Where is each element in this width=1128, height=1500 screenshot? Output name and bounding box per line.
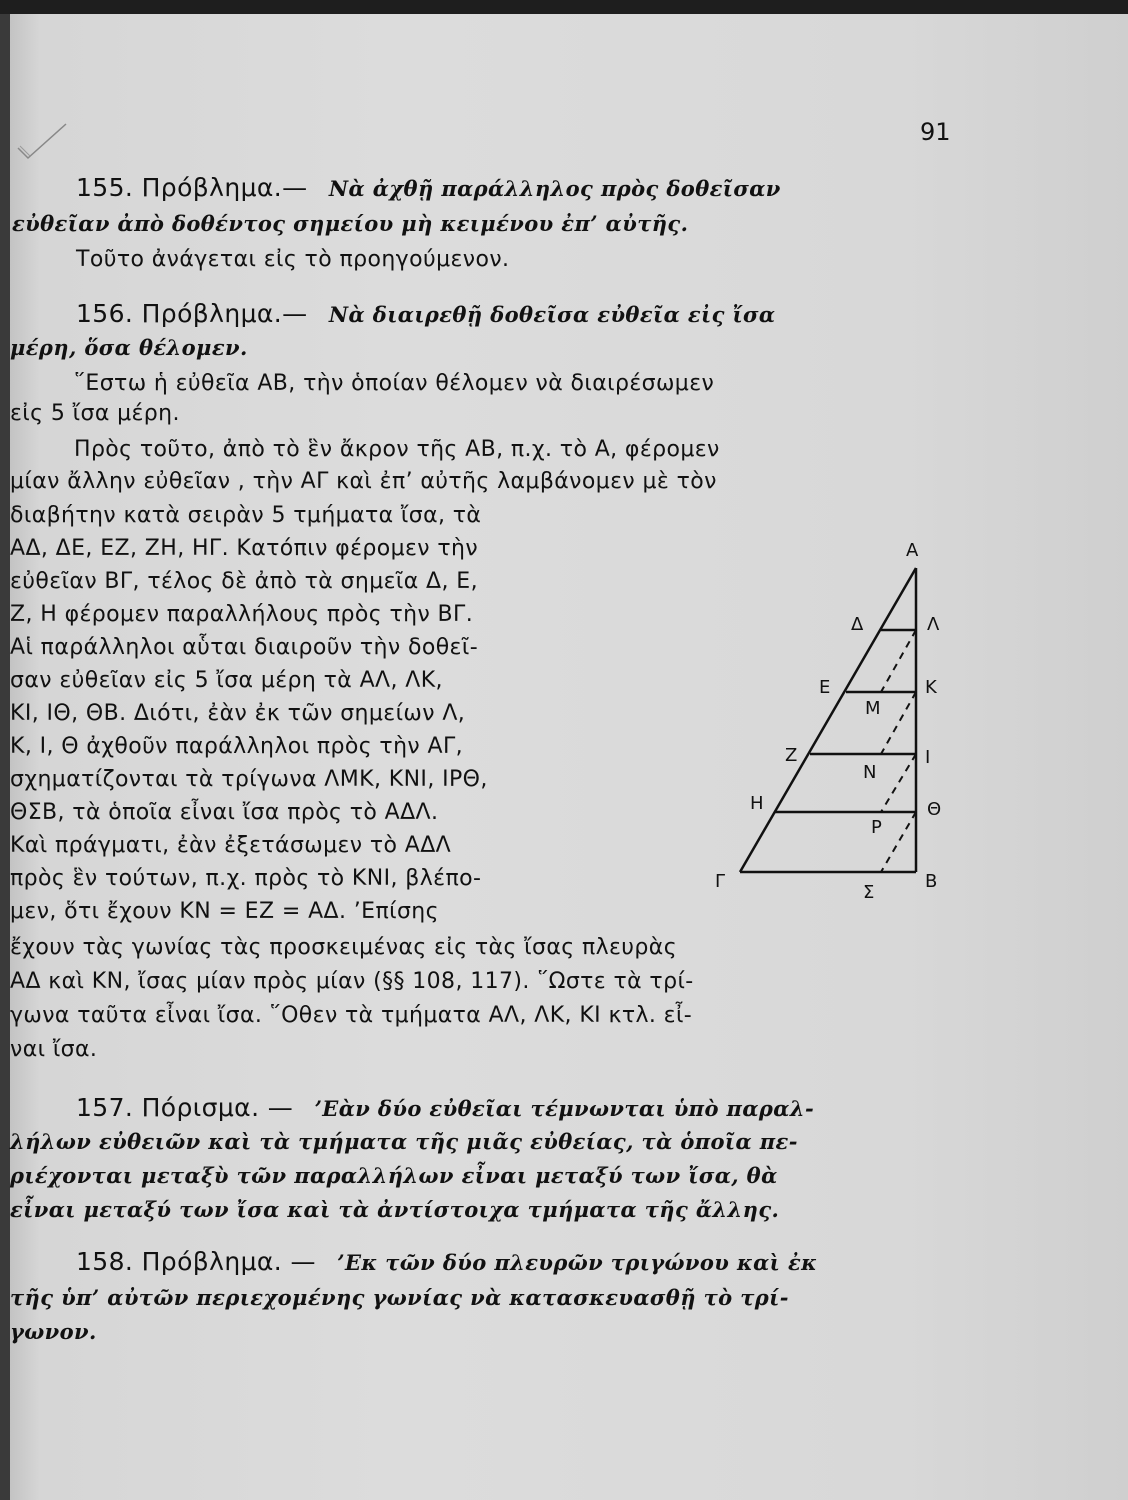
label-I: Ι: [925, 747, 931, 768]
dashed-IP: [881, 754, 916, 812]
dashed-LM: [881, 630, 916, 692]
problem-156-body-line: ῞Εστω ἡ εὐθεῖα ΑΒ, τὴν ὁποίαν θέλομεν νὰ διαιρέσωμεν: [74, 371, 715, 396]
problem-158-heading: 158. Πρόβλημα. —: [76, 1247, 316, 1276]
problem-156-title: [76, 298, 952, 330]
problem-158-statement-line1: ’Εκ τῶν δύο πλευρῶν τριγώνου καὶ ἐκ: [337, 1250, 818, 1275]
problem-156-body-line: Πρὸς τοῦτο, ἀπὸ τὸ ἓν ἄκρον τῆς ΑΒ, π.χ. τὸ Α, φέρομεν: [74, 437, 720, 462]
problem-156-statement-line2: μέρη, ὅσα θέλομεν.: [10, 335, 248, 360]
line-AG: [740, 568, 916, 872]
problem-156-body-line: σαν εὐθεῖαν εἰς 5 ἴσα μέρη τὰ ΑΛ, ΛΚ,: [10, 668, 443, 693]
label-N: Ν: [863, 762, 877, 783]
problem-156-body-line: Καὶ πράγματι, ἐὰν ἐξετάσωμεν τὸ ΑΔΛ: [10, 833, 452, 858]
problem-156-body-line: Αἱ παράλληλοι αὗται διαιροῦν τὴν δοθεῖ-: [10, 635, 479, 660]
problem-156-body-line: ΑΔ καὶ ΚΝ, ἴσας μίαν πρὸς μίαν (§§ 108, 117). ῞Ωστε τὰ τρί-: [10, 969, 694, 994]
corollary-157-heading: 157. Πόρισμα. —: [76, 1093, 294, 1122]
problem-156-body-line: εἰς 5 ἴσα μέρη.: [10, 401, 180, 426]
problem-156-heading: 156. Πρόβλημα.—: [76, 299, 308, 328]
problem-155-text: Τοῦτο ἀνάγεται εἰς τὸ προηγούμενον.: [76, 247, 510, 272]
problem-155-heading: 155. Πρόβλημα.—: [76, 173, 308, 202]
corollary-157-statement-line: λήλων εὐθειῶν καὶ τὰ τμήματα τῆς μιᾶς εὐθείας, τὰ ὁποῖα πε-: [10, 1129, 798, 1154]
problem-155-statement-line1: Νὰ ἀχθῇ παράλληλος πρὸς δοθεῖσαν: [328, 176, 781, 201]
dashed-KN: [881, 692, 916, 754]
corollary-157-statement-line: ριέχονται μεταξὺ τῶν παραλλήλων εἶναι μεταξύ των ἴσα, θὰ: [10, 1163, 778, 1188]
problem-158-statement-line: τῆς ὑπ’ αὐτῶν περιεχομένης γωνίας νὰ κατασκευασθῇ τὸ τρί-: [10, 1285, 789, 1310]
problem-156-body-line: Ζ, Η φέρομεν παραλλήλους πρὸς τὴν ΒΓ.: [10, 602, 474, 627]
scan-top-edge: [0, 0, 1128, 14]
label-Z: Ζ: [785, 745, 798, 766]
problem-156-body-line: Κ, Ι, Θ ἀχθοῦν παράλληλοι πρὸς τὴν ΑΓ,: [10, 734, 463, 759]
label-E: Ε: [819, 677, 831, 698]
corollary-157-statement-line1: ’Εὰν δύο εὐθεῖαι τέμνωνται ὑπὸ παραλ-: [314, 1096, 815, 1121]
problem-156-body-line: ΚΙ, ΙΘ, ΘΒ. Διότι, ἐὰν ἐκ τῶν σημείων Λ,: [10, 701, 466, 726]
problem-156-body-line: πρὸς ἓν τούτων, π.χ. πρὸς τὸ ΚΝΙ, βλέπο-: [10, 866, 482, 891]
label-Gamma: Γ: [715, 871, 726, 892]
label-Lambda: Λ: [927, 614, 940, 635]
label-Delta: Δ: [851, 614, 864, 635]
scan-left-edge: [0, 14, 10, 1500]
label-H: Η: [750, 793, 764, 814]
problem-155-statement-line2: εὐθεῖαν ἀπὸ δοθέντος σημείου μὴ κειμένου ἐπ’ αὐτῆς.: [12, 211, 689, 236]
problem-156-body-line: ἔχουν τὰς γωνίας τὰς προσκειμένας εἰς τὰς ἴσας πλευρὰς: [10, 935, 678, 960]
pencil-checkmark-icon: [14, 120, 74, 180]
label-P: Ρ: [871, 817, 882, 838]
problem-156-body-line: ΘΣΒ, τὰ ὁποῖα εἶναι ἴσα πρὸς τὸ ΑΔΛ.: [10, 800, 439, 825]
problem-156-body-line: ναι ἴσα.: [10, 1037, 98, 1062]
problem-156-body-line: σχηματίζονται τὰ τρίγωνα ΛΜΚ, ΚΝΙ, ΙΡΘ,: [10, 767, 488, 792]
label-Sigma: Σ: [863, 882, 875, 900]
page-number: 91: [920, 118, 951, 146]
label-Theta: Θ: [927, 799, 942, 820]
problem-158-statement-line: γωνον.: [10, 1319, 97, 1344]
problem-156-statement-line1: Νὰ διαιρεθῇ δοθεῖσα εὐθεῖα εἰς ἴσα: [328, 302, 776, 327]
problem-156-body-line: εὐθεῖαν ΒΓ, τέλος δὲ ἀπὸ τὰ σημεῖα Δ, Ε,: [10, 569, 478, 594]
problem-156-body-line: μεν, ὅτι ἔχουν ΚΝ = ΕΖ = ΑΔ. ’Επίσης: [10, 899, 439, 924]
label-A: Α: [906, 540, 919, 561]
label-K: Κ: [925, 677, 937, 698]
problem-156-body-line: διαβήτην κατὰ σειρὰν 5 τμήματα ἴσα, τὰ: [10, 503, 482, 528]
label-B: Β: [925, 871, 938, 892]
problem-156-body-line: γωνα ταῦτα εἶναι ἴσα. ῞Οθεν τὰ τμήματα ΑΛ, ΛΚ, ΚΙ κτλ. εἶ-: [10, 1003, 693, 1028]
label-M: Μ: [865, 698, 881, 719]
problem-158-title: [76, 1246, 952, 1278]
triangle-division-figure: [715, 530, 955, 900]
corollary-157-statement-line: εἶναι μεταξύ των ἴσα καὶ τὰ ἀντίστοιχα τμήματα τῆς ἄλλης.: [10, 1197, 780, 1222]
problem-156-body-line: μίαν ἄλλην εὐθεῖαν , τὴν ΑΓ καὶ ἐπ’ αὐτῆς λαμβάνομεν μὲ τὸν: [10, 469, 717, 494]
corollary-157-title: [76, 1092, 952, 1124]
dashed-TS: [881, 812, 916, 872]
problem-155-title: [76, 172, 952, 204]
problem-156-body-line: ΑΔ, ΔΕ, ΕΖ, ΖΗ, ΗΓ. Κατόπιν φέρομεν τὴν: [10, 536, 479, 561]
